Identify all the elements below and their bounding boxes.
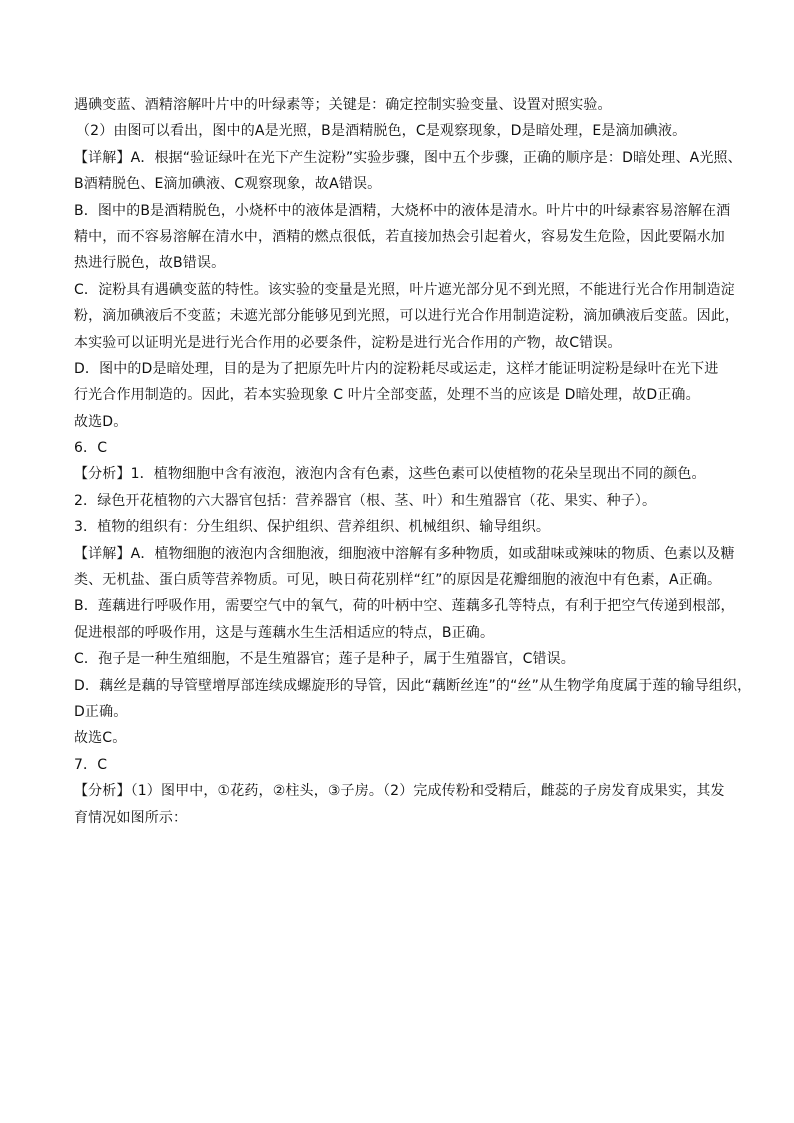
text-line: 3．植物的组织有：分生组织、保护组织、营养组织、机械组织、输导组织。 bbox=[74, 519, 551, 536]
text-line: 粉，滴加碘液后不变蓝；未遮光部分能够见到光照，可以进行光合作用制造淀粉，滴加碘液后变蓝。因此， bbox=[74, 308, 740, 325]
question-number: 7．C bbox=[74, 756, 108, 773]
text-line: 【详解】A．根据“验证绿叶在光下产生淀粉”实验步骤，图中五个步骤，正确的顺序是：D暗处理、A光照、 bbox=[74, 149, 742, 166]
text-line: 育情况如图所示： bbox=[74, 809, 188, 826]
text-line: D正确。 bbox=[74, 703, 128, 720]
text-line: 故选D。 bbox=[74, 413, 128, 430]
text-line: B．莲藕进行呼吸作用，需要空气中的氧气，荷的叶柄中空、莲藕多孔等特点，有利于把空气传递到根部， bbox=[74, 598, 735, 615]
text-line: 类、无机盐、蛋白质等营养物质。可见，映日荷花别样“红”的原因是花瓣细胞的液泡中有色素，A正确。 bbox=[74, 572, 722, 589]
text-line: 热进行脱色，故B错误。 bbox=[74, 255, 226, 272]
text-line: 故选C。 bbox=[74, 730, 127, 747]
text-line: C．淀粉具有遇碘变蓝的特性。该实验的变量是光照，叶片遮光部分见不到光照，不能进行光合作用制造淀 bbox=[74, 281, 735, 298]
text-line: 行光合作用制造的。因此，若本实验现象 C 叶片全部变蓝，处理不当的应该是 D暗处理，故D正确。 bbox=[74, 387, 700, 404]
text-line: 遇碘变蓝、酒精溶解叶片中的叶绿素等；关键是：确定控制实验变量、设置对照实验。 bbox=[74, 97, 612, 113]
text-line: （2）由图可以看出，图中的A是光照，B是酒精脱色，C是观察现象，D是暗处理，E是滴加碘液。 bbox=[76, 123, 687, 140]
text-line: B．图中的B是酒精脱色，小烧杯中的液体是酒精，大烧杯中的液体是清水。叶片中的叶绿素容易溶解在酒 bbox=[74, 202, 731, 219]
text-line: 精中，而不容易溶解在清水中，酒精的燃点很低，若直接加热会引起着火，容易发生危险，因此要隔水加 bbox=[74, 228, 725, 245]
text-line: 本实验可以证明光是进行光合作用的必要条件，淀粉是进行光合作用的产物，故C错误。 bbox=[74, 334, 622, 351]
text-line: B酒精脱色、E滴加碘液、C观察现象，故A错误。 bbox=[74, 176, 382, 193]
text-line: 【分析】1．植物细胞中含有液泡，液泡内含有色素，这些色素可以使植物的花朵呈现出不同的颜色。 bbox=[74, 466, 706, 483]
text-line: 【详解】A．植物细胞的液泡内含细胞液，细胞液中溶解有多种物质，如或甜味或辣味的物质、色素以及糖 bbox=[74, 545, 735, 562]
text-line: D．藕丝是藕的导管壁增厚部连续成螺旋形的导管，因此“藕断丝连”的“丝”从生物学角度属于莲的输导组织， bbox=[74, 677, 752, 694]
text-line: D．图中的D是暗处理，目的是为了把原先叶片内的淀粉耗尽或运走，这样才能证明淀粉是绿叶在光下进 bbox=[74, 360, 719, 377]
text-line: 2．绿色开花植物的六大器官包括：营养器官（根、茎、叶）和生殖器官（花、果实、种子）。 bbox=[74, 492, 657, 509]
text-line: 【分析】（1）图甲中，①花药，②柱头，③子房。（2）完成传粉和受精后，雌蕊的子房发育成果实，其发 bbox=[74, 783, 725, 800]
text-line: 促进根部的呼吸作用，这是与莲藕水生生活相适应的特点，B正确。 bbox=[74, 624, 495, 641]
text-line: C．孢子是一种生殖细胞，不是生殖器官；莲子是种子，属于生殖器官，C错误。 bbox=[74, 651, 575, 668]
answer-text-block bbox=[74, 92, 752, 831]
question-number: 6．C bbox=[74, 440, 108, 457]
